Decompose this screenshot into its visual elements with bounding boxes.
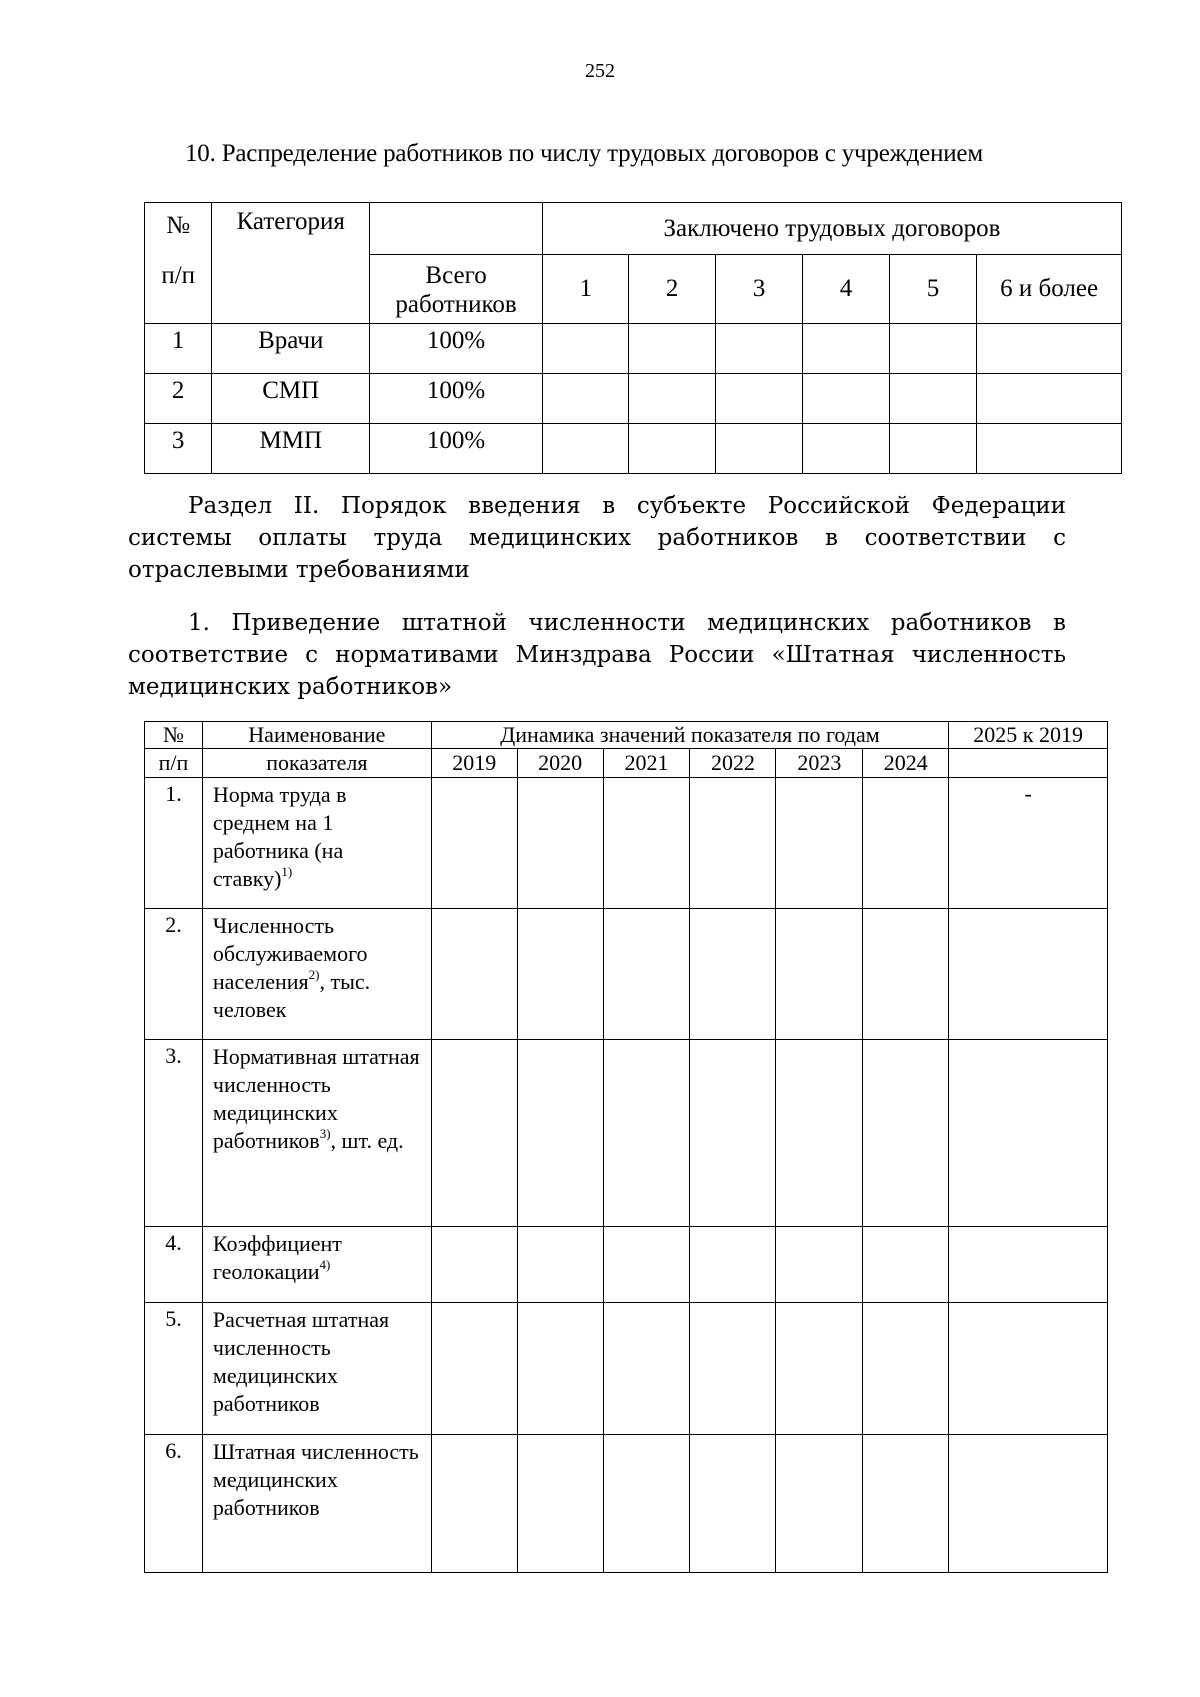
- year-value-cell: [776, 1303, 863, 1435]
- indicator-name-text: Нормативная штатная численность медицинских работников: [212, 1044, 420, 1153]
- header-contract-col: 1: [543, 255, 629, 324]
- empty-cell: [977, 374, 1122, 424]
- row-indicator-name: [202, 909, 431, 1040]
- empty-cell: [629, 374, 715, 424]
- header-year: 2024: [863, 749, 949, 778]
- year-value-cell: [603, 1040, 690, 1227]
- year-value-cell: [690, 1303, 776, 1435]
- year-value-cell: [776, 778, 863, 909]
- year-value-cell: [517, 1040, 603, 1227]
- table-row: [145, 778, 1108, 909]
- indicator-name-text: Коэффициент геолокации: [212, 1231, 342, 1284]
- empty-cell: [889, 424, 976, 474]
- year-value-cell: [863, 1303, 949, 1435]
- empty-cell: [715, 374, 802, 424]
- row-ratio: -: [949, 778, 1108, 909]
- year-value-cell: [603, 1227, 690, 1303]
- header-category: Категория: [212, 203, 370, 324]
- section-heading: Раздел II. Порядок введения в субъекте Российской Федерации системы оплаты труда медицинских работников в соответствии с отраслевыми требованиями: [128, 493, 1066, 583]
- header-num: [145, 203, 212, 324]
- header-contract-col: 3: [715, 255, 802, 324]
- empty-cell: [543, 374, 629, 424]
- year-value-cell: [690, 1040, 776, 1227]
- year-value-cell: [863, 1227, 949, 1303]
- indicator-name-unit: , тыс. человек: [212, 969, 371, 1022]
- row-ratio: [949, 1227, 1108, 1303]
- header-ratio-blank: [949, 749, 1108, 778]
- year-value-cell: [431, 1227, 517, 1303]
- year-value-cell: [431, 1435, 517, 1573]
- footnote-marker: 3): [319, 1125, 331, 1141]
- indicator-name-text: Норма труда в среднем на 1 работника (на ставку): [212, 782, 347, 891]
- empty-cell: [889, 324, 976, 374]
- row-indicator-name: [202, 1435, 431, 1573]
- footnote-marker: 2): [308, 966, 320, 982]
- table-row: [145, 324, 1122, 374]
- row-indicator-name: [202, 1040, 431, 1227]
- table-row: [145, 1227, 1108, 1303]
- empty-cell: [629, 324, 715, 374]
- row-num: 3: [145, 424, 212, 474]
- table-row: [145, 424, 1122, 474]
- year-value-cell: [517, 1303, 603, 1435]
- row-num: 1: [145, 324, 212, 374]
- header-contract-col: 2: [629, 255, 715, 324]
- row-ratio: [949, 1303, 1108, 1435]
- year-value-cell: [603, 1435, 690, 1573]
- empty-cell: [543, 424, 629, 474]
- year-value-cell: [431, 1303, 517, 1435]
- year-value-cell: [517, 909, 603, 1040]
- indicator-name-text: Численность обслуживаемого населения: [212, 913, 368, 994]
- row-ratio: [949, 909, 1108, 1040]
- contracts-distribution-table: [144, 202, 1122, 474]
- empty-cell: [977, 424, 1122, 474]
- table-row: [145, 374, 1122, 424]
- header-num: №: [145, 722, 203, 749]
- year-value-cell: [431, 909, 517, 1040]
- header-year: 2023: [776, 749, 863, 778]
- header-contract-col: 5: [889, 255, 976, 324]
- row-num: 1.: [145, 778, 203, 909]
- year-value-cell: [431, 778, 517, 909]
- row-num: 6.: [145, 1435, 203, 1573]
- header-num-label: №: [166, 212, 191, 239]
- footnote-marker: 1): [281, 863, 293, 879]
- year-value-cell: [431, 1040, 517, 1227]
- year-value-cell: [690, 778, 776, 909]
- header-num-sub: п/п: [161, 262, 196, 290]
- header-total: Всего работников: [370, 255, 543, 324]
- row-num: 5.: [145, 1303, 203, 1435]
- header-contract-col: 4: [803, 255, 889, 324]
- indicator-name-unit: , шт. ед.: [330, 1128, 404, 1153]
- row-num: 2: [145, 374, 212, 424]
- empty-cell: [803, 424, 889, 474]
- row-total: 100%: [370, 374, 543, 424]
- empty-cell: [629, 424, 715, 474]
- year-value-cell: [517, 778, 603, 909]
- empty-cell: [803, 324, 889, 374]
- year-value-cell: [776, 1227, 863, 1303]
- row-total: 100%: [370, 324, 543, 374]
- empty-cell: [977, 324, 1122, 374]
- staffing-indicators-table: [144, 721, 1108, 1573]
- year-value-cell: [517, 1435, 603, 1573]
- header-name: Наименование: [202, 722, 431, 749]
- header-ratio: 2025 к 2019: [949, 722, 1108, 749]
- row-category: Врачи: [212, 324, 370, 374]
- year-value-cell: [690, 909, 776, 1040]
- header-contract-col: 6 и более: [977, 255, 1122, 324]
- row-indicator-name: [202, 778, 431, 909]
- table1-title: 10. Распределение работников по числу трудовых договоров с учреждением: [185, 140, 983, 167]
- year-value-cell: [603, 1303, 690, 1435]
- year-value-cell: [690, 1227, 776, 1303]
- year-value-cell: [776, 909, 863, 1040]
- header-num-sub: п/п: [145, 749, 203, 778]
- table-row: [145, 1040, 1108, 1227]
- row-category: СМП: [212, 374, 370, 424]
- year-value-cell: [776, 1435, 863, 1573]
- page-number: 252: [585, 60, 615, 82]
- year-value-cell: [863, 1040, 949, 1227]
- header-year: 2020: [517, 749, 603, 778]
- year-value-cell: [863, 1435, 949, 1573]
- table-row: [145, 1303, 1108, 1435]
- paragraph-staffing: 1. Приведение штатной численности медицинских работников в соответствие с нормативами Минздрава России «Штатная численность медицинских работников»: [128, 610, 1066, 700]
- header-year: 2022: [690, 749, 776, 778]
- row-num: 3.: [145, 1040, 203, 1227]
- year-value-cell: [776, 1040, 863, 1227]
- header-year: 2021: [603, 749, 690, 778]
- year-value-cell: [690, 1435, 776, 1573]
- header-contracts-group: Заключено трудовых договоров: [543, 203, 1122, 255]
- year-value-cell: [603, 909, 690, 1040]
- row-indicator-name: [202, 1227, 431, 1303]
- header-blank: [370, 203, 543, 255]
- header-name-sub: показателя: [202, 749, 431, 778]
- row-num: 4.: [145, 1227, 203, 1303]
- table-row: [145, 1435, 1108, 1573]
- empty-cell: [543, 324, 629, 374]
- indicator-name-text: Штатная численность медицинских работников: [212, 1439, 419, 1520]
- row-indicator-name: [202, 1303, 431, 1435]
- empty-cell: [803, 374, 889, 424]
- row-ratio: [949, 1435, 1108, 1573]
- footnote-marker: 4): [319, 1256, 331, 1272]
- row-category: ММП: [212, 424, 370, 474]
- year-value-cell: [603, 778, 690, 909]
- header-year: 2019: [431, 749, 517, 778]
- header-dynamics: Динамика значений показателя по годам: [431, 722, 948, 749]
- year-value-cell: [517, 1227, 603, 1303]
- year-value-cell: [863, 909, 949, 1040]
- empty-cell: [715, 424, 802, 474]
- row-total: 100%: [370, 424, 543, 474]
- table-row: [145, 909, 1108, 1040]
- empty-cell: [889, 374, 976, 424]
- row-ratio: [949, 1040, 1108, 1227]
- empty-cell: [715, 324, 802, 374]
- year-value-cell: [863, 778, 949, 909]
- indicator-name-text: Расчетная штатная численность медицинских работников: [212, 1307, 390, 1416]
- row-num: 2.: [145, 909, 203, 1040]
